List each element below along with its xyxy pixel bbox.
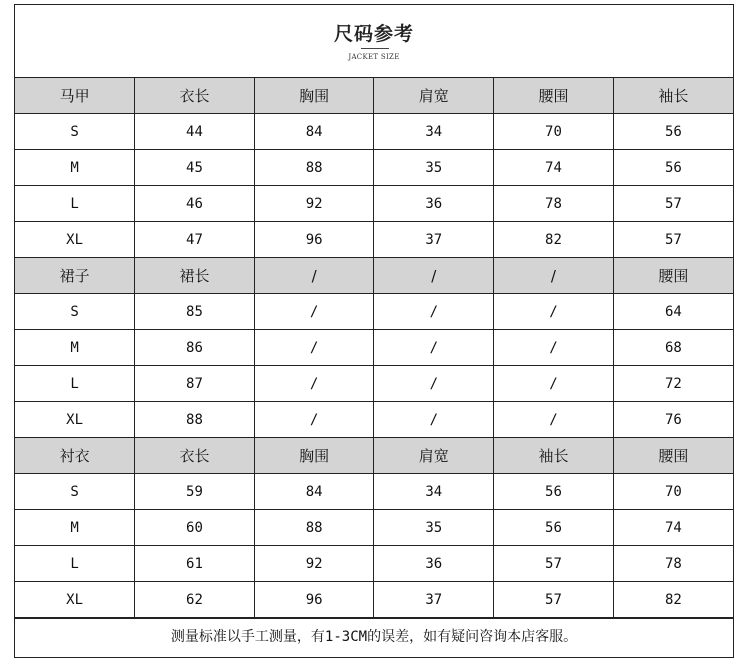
measurement-cell: 72: [613, 366, 733, 402]
column-header-cell: 袖长: [494, 438, 614, 474]
measurement-cell: 62: [135, 582, 255, 618]
size-label-cell: L: [15, 366, 135, 402]
size-label-cell: XL: [15, 582, 135, 618]
size-label-cell: XL: [15, 222, 135, 258]
column-header-cell: 裙长: [135, 258, 255, 294]
measurement-cell: 57: [613, 186, 733, 222]
measurement-cell: 74: [494, 150, 614, 186]
column-header-cell: 腰围: [494, 78, 614, 114]
chart-title: 尺码参考: [333, 23, 414, 45]
measurement-cell: /: [254, 294, 374, 330]
title-divider: [361, 48, 389, 49]
column-header-cell: 衣长: [135, 78, 255, 114]
size-label-cell: M: [15, 510, 135, 546]
measurement-cell: 78: [494, 186, 614, 222]
chart-subtitle: JACKET SIZE: [348, 53, 400, 61]
measurement-cell: 57: [494, 582, 614, 618]
size-label-cell: L: [15, 186, 135, 222]
table-row: [15, 222, 733, 258]
measurement-cell: 44: [135, 114, 255, 150]
size-label-cell: M: [15, 150, 135, 186]
measurement-cell: 88: [135, 402, 255, 438]
column-header-cell: 胸围: [254, 438, 374, 474]
measurement-cell: 74: [613, 510, 733, 546]
measurement-cell: /: [494, 402, 614, 438]
measurement-cell: 57: [494, 546, 614, 582]
measurement-cell: 34: [374, 474, 494, 510]
measurement-cell: 59: [135, 474, 255, 510]
measurement-cell: 35: [374, 150, 494, 186]
measurement-cell: 96: [254, 222, 374, 258]
measurement-cell: 36: [374, 186, 494, 222]
measurement-cell: 88: [254, 150, 374, 186]
measurement-cell: 88: [254, 510, 374, 546]
section-header-row: [15, 438, 733, 474]
column-header-cell: 肩宽: [374, 438, 494, 474]
measurement-cell: 70: [613, 474, 733, 510]
column-header-cell: 胸围: [254, 78, 374, 114]
measurement-cell: /: [254, 366, 374, 402]
section-title-cell: 裙子: [15, 258, 135, 294]
column-header-cell: /: [494, 258, 614, 294]
table-row: [15, 366, 733, 402]
size-chart-frame: [14, 4, 734, 658]
measurement-cell: 60: [135, 510, 255, 546]
measurement-cell: /: [374, 330, 494, 366]
measurement-cell: /: [374, 294, 494, 330]
size-label-cell: S: [15, 294, 135, 330]
table-row: [15, 582, 733, 618]
measurement-cell: 36: [374, 546, 494, 582]
table-row: [15, 546, 733, 582]
section-header-row: [15, 258, 733, 294]
size-label-cell: XL: [15, 402, 135, 438]
section-title-cell: 马甲: [15, 78, 135, 114]
measurement-cell: 87: [135, 366, 255, 402]
measurement-cell: /: [254, 402, 374, 438]
measurement-note: 测量标准以手工测量，有1-3CM的误差，如有疑问咨询本店客服。: [15, 618, 733, 655]
size-label-cell: L: [15, 546, 135, 582]
measurement-cell: 37: [374, 582, 494, 618]
measurement-cell: 37: [374, 222, 494, 258]
measurement-cell: 92: [254, 186, 374, 222]
measurement-cell: 56: [613, 150, 733, 186]
table-row: [15, 114, 733, 150]
column-header-cell: 衣长: [135, 438, 255, 474]
measurement-cell: 56: [494, 510, 614, 546]
size-label-cell: M: [15, 330, 135, 366]
column-header-cell: 肩宽: [374, 78, 494, 114]
measurement-cell: 35: [374, 510, 494, 546]
size-label-cell: S: [15, 474, 135, 510]
measurement-cell: 45: [135, 150, 255, 186]
measurement-cell: 84: [254, 114, 374, 150]
title-block: [15, 5, 733, 78]
column-header-cell: /: [254, 258, 374, 294]
measurement-cell: 46: [135, 186, 255, 222]
measurement-cell: /: [494, 366, 614, 402]
measurement-cell: 82: [494, 222, 614, 258]
column-header-cell: 袖长: [613, 78, 733, 114]
measurement-cell: /: [374, 366, 494, 402]
section-title-cell: 衬衣: [15, 438, 135, 474]
measurement-cell: 70: [494, 114, 614, 150]
measurement-cell: 78: [613, 546, 733, 582]
measurement-cell: /: [494, 294, 614, 330]
column-header-cell: 腰围: [613, 438, 733, 474]
measurement-cell: 82: [613, 582, 733, 618]
measurement-cell: 86: [135, 330, 255, 366]
size-label-cell: S: [15, 114, 135, 150]
measurement-cell: 56: [494, 474, 614, 510]
measurement-cell: 61: [135, 546, 255, 582]
measurement-cell: 56: [613, 114, 733, 150]
measurement-cell: /: [254, 330, 374, 366]
size-table: [15, 78, 733, 618]
measurement-cell: 85: [135, 294, 255, 330]
measurement-cell: 96: [254, 582, 374, 618]
measurement-cell: 68: [613, 330, 733, 366]
measurement-cell: 84: [254, 474, 374, 510]
table-row: [15, 330, 733, 366]
measurement-cell: 34: [374, 114, 494, 150]
section-header-row: [15, 78, 733, 114]
measurement-cell: /: [494, 330, 614, 366]
measurement-cell: 76: [613, 402, 733, 438]
table-row: [15, 294, 733, 330]
column-header-cell: /: [374, 258, 494, 294]
table-row: [15, 474, 733, 510]
column-header-cell: 腰围: [613, 258, 733, 294]
table-row: [15, 186, 733, 222]
measurement-cell: 57: [613, 222, 733, 258]
table-row: [15, 150, 733, 186]
table-row: [15, 402, 733, 438]
measurement-cell: 92: [254, 546, 374, 582]
table-row: [15, 510, 733, 546]
measurement-cell: 64: [613, 294, 733, 330]
size-table-body: [15, 78, 733, 618]
measurement-cell: 47: [135, 222, 255, 258]
measurement-cell: /: [374, 402, 494, 438]
